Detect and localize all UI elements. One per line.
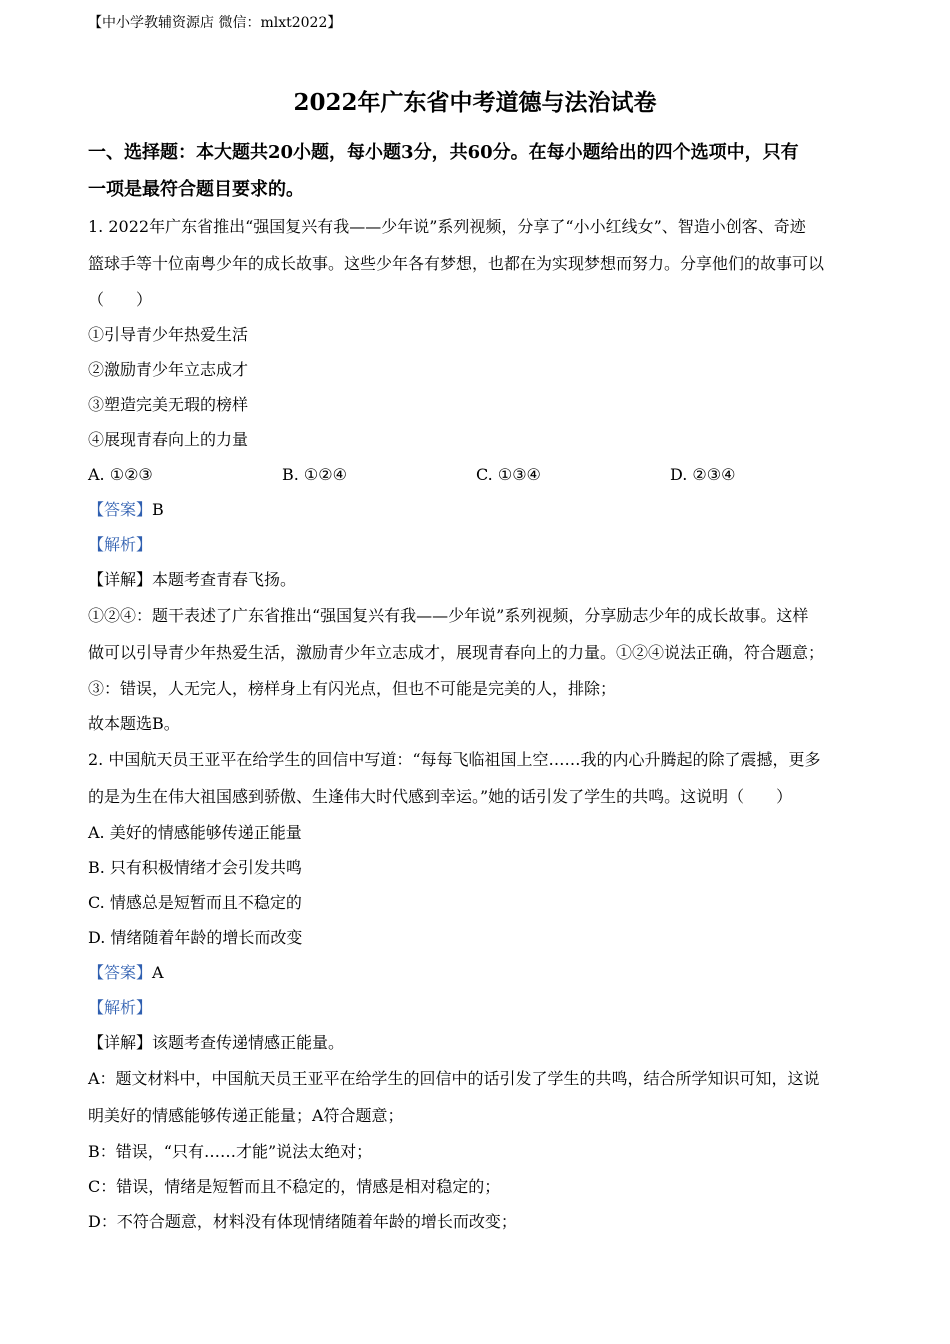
section-heading-line2: 一项是最符合题目要求的。 xyxy=(88,179,304,200)
q2-explain-b: B：错误，“只有……才能”说法太绝对； xyxy=(88,1142,373,1161)
q1-stem-line1: 1. 2022年广东省推出“强国复兴有我——少年说”系列视频，分享了“小小红线女”、智造小创客、奇迹 xyxy=(88,217,806,236)
q2-option-c: C. 情感总是短暂而且不稳定的 xyxy=(88,893,302,912)
q2-option-a: A. 美好的情感能够传递正能量 xyxy=(88,823,302,842)
q2-explain-a-line1: A：题文材料中，中国航天员王亚平在给学生的回信中的话引发了学生的共鸣，结合所学知识可知，这说 xyxy=(88,1069,820,1088)
q1-options xyxy=(88,457,864,492)
q1-stem-line3: （ ） xyxy=(88,290,153,309)
q2-answer-value: A xyxy=(152,963,164,982)
q1-conclusion: 故本题选B。 xyxy=(88,714,180,733)
q1-statement: ③塑造完美无瑕的榜样 xyxy=(88,395,249,414)
q2-option-b: B. 只有积极情绪才会引发共鸣 xyxy=(88,858,302,877)
q1-stem-line2: 篮球手等十位南粤少年的成长故事。这些少年各有梦想，也都在为实现梦想而努力。分享他们的故事可以 xyxy=(88,254,825,273)
q1-statement: ①引导青少年热爱生活 xyxy=(88,325,249,344)
q2-explain-a-line2: 明美好的情感能够传递正能量；A符合题意； xyxy=(88,1106,404,1125)
q1-detail: 【详解】本题考查青春飞扬。 xyxy=(88,570,297,589)
q2-stem-line2: 的是为生在伟大祖国感到骄傲、生逢伟大时代感到幸运。”她的话引发了学生的共鸣。这说明（ ） xyxy=(88,787,793,806)
q1-answer-tag: 【答案】 xyxy=(88,500,153,519)
q1-option-d: D. ②③④ xyxy=(670,465,736,484)
page-title: 2022年广东省中考道德与法治试卷 xyxy=(293,89,657,116)
q1-answer-value: B xyxy=(152,500,164,519)
q1-statement: ④展现青春向上的力量 xyxy=(88,430,249,449)
document-body xyxy=(88,134,864,1239)
q1-explain-line2: 做可以引导青少年热爱生活，激励青少年立志成才，展现青春向上的力量。①②④说法正确，符合题意； xyxy=(88,643,825,662)
q2-detail: 【详解】该题考查传递情感正能量。 xyxy=(88,1033,345,1052)
q2-explain-c: C：错误，情绪是短暂而且不稳定的，情感是相对稳定的； xyxy=(88,1177,501,1196)
q1-option-b: B. ①②④ xyxy=(282,465,347,484)
q1-explain-line1: ①②④：题干表述了广东省推出“强国复兴有我——少年说”系列视频，分享励志少年的成长故事。这样 xyxy=(88,606,809,625)
q1-answer xyxy=(88,492,864,527)
q1-option-c: C. ①③④ xyxy=(476,465,541,484)
q2-stem-line1: 2. 中国航天员王亚平在给学生的回信中写道：“每每飞临祖国上空……我的内心升腾起的除了震撼，更多 xyxy=(88,750,821,769)
q1-option-a: A. ①②③ xyxy=(88,465,153,484)
q2-answer xyxy=(88,955,864,990)
q2-answer-tag: 【答案】 xyxy=(88,963,153,982)
q2-analysis-tag: 【解析】 xyxy=(88,998,153,1017)
q1-statement: ②激励青少年立志成才 xyxy=(88,360,249,379)
q2-explain-d: D：不符合题意，材料没有体现情绪随着年龄的增长而改变； xyxy=(88,1212,517,1231)
section-heading-line1: 一、选择题：本大题共20小题，每小题3分，共60分。在每小题给出的四个选项中，只有 xyxy=(88,142,799,163)
header-note: 【中小学教辅资源店 微信：mlxt2022】 xyxy=(88,15,342,31)
q1-explain-line3: ③：错误，人无完人，榜样身上有闪光点，但也不可能是完美的人，排除； xyxy=(88,679,617,698)
q2-option-d: D. 情绪随着年龄的增长而改变 xyxy=(88,928,303,947)
q1-analysis-tag: 【解析】 xyxy=(88,535,153,554)
